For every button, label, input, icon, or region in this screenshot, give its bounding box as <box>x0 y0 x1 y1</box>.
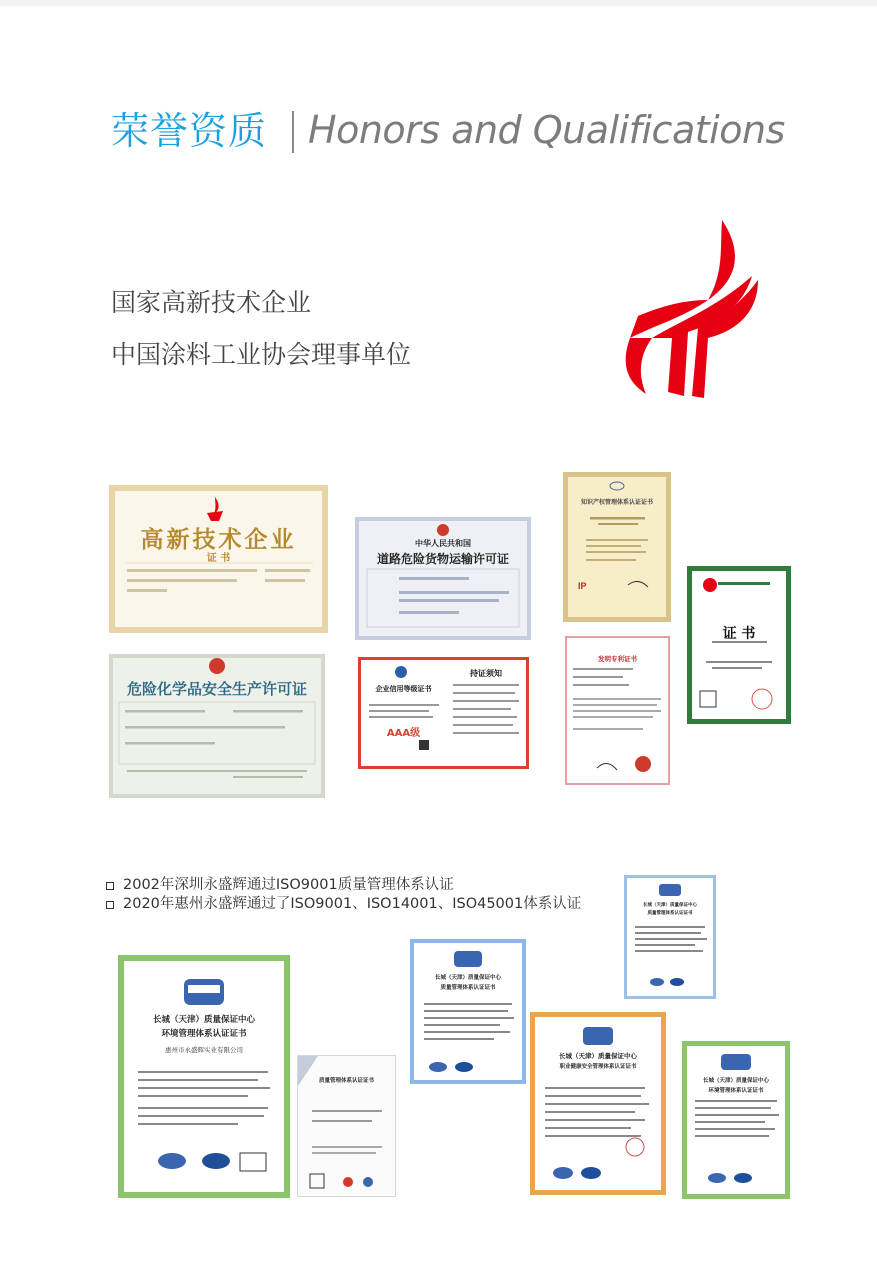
cert-environment-title: 环境管理体系认证证书 <box>161 1029 247 1039</box>
page-title-en: Honors and Qualifications <box>308 108 785 152</box>
honor-coatings-association: 中国涂料工业协会理事单位 <box>111 340 412 369</box>
title-divider <box>292 111 294 153</box>
cert-environment-2-center: 长城（天津）质量保证中心 <box>702 1078 769 1084</box>
cert-road-transport <box>355 517 531 640</box>
cert-patent-title: 发明专利证书 <box>598 655 637 663</box>
honor-high-tech: 国家高新技术企业 <box>111 288 312 317</box>
cert-credit-rating-value: AAA级 <box>386 728 421 739</box>
bullet-item <box>106 876 581 895</box>
cert-environment <box>118 955 290 1198</box>
cert-road-transport-title-small: 中华人民共和国 <box>415 539 471 548</box>
bullet-text: 2002年深圳永盛辉通过ISO9001质量管理体系认证 <box>123 877 454 893</box>
cert-credit-rating <box>358 657 529 769</box>
square-bullet-icon <box>106 901 114 909</box>
cert-quality-small <box>297 1055 396 1197</box>
cert-road-transport-title: 道路危险货物运输许可证 <box>376 552 509 566</box>
cert-ohs <box>530 1012 666 1195</box>
page-title-cn: 荣誉资质 <box>111 109 268 153</box>
cert-ip-management <box>563 472 671 622</box>
cert-safety-standard <box>687 566 791 724</box>
cert-high-tech-subtitle: 证 书 <box>206 553 231 564</box>
cert-quality-center: 长城（天津）质量保证中心 <box>434 975 501 981</box>
certification-bullets <box>106 876 581 914</box>
cert-hazchem-title: 危险化学品安全生产许可证 <box>126 680 307 698</box>
cert-high-tech <box>109 485 328 633</box>
cert-quality <box>410 939 526 1084</box>
top-strip <box>0 0 877 6</box>
square-bullet-icon <box>106 882 114 890</box>
svg-text:IP: IP <box>578 581 587 591</box>
cert-environment-2-title: 环境管理体系认证证书 <box>708 1088 764 1094</box>
cert-high-tech-title: 高新技术企业 <box>140 527 297 553</box>
cert-quality-top-title: 质量管理体系认证证书 <box>647 911 693 916</box>
cert-ohs-center: 长城（天津）质量保证中心 <box>559 1052 637 1060</box>
cert-ohs-title: 职业健康安全管理体系认证证书 <box>559 1064 637 1070</box>
cert-quality-small-title: 质量管理体系认证证书 <box>318 1078 374 1084</box>
cert-hazchem <box>109 654 325 798</box>
cert-safety-standard-title: 证 书 <box>722 626 756 642</box>
cert-environment-center: 长城（天津）质量保证中心 <box>152 1015 255 1025</box>
cert-credit-notice-title: 持证须知 <box>470 669 502 678</box>
cert-environment-2 <box>682 1041 790 1199</box>
bullet-item <box>106 895 581 914</box>
cert-quality-title: 质量管理体系认证证书 <box>440 985 496 991</box>
cert-quality-top <box>624 875 716 999</box>
bullet-text: 2020年惠州永盛辉通过了ISO9001、ISO14001、ISO45001体系认证 <box>123 896 582 912</box>
cert-patent <box>565 636 670 785</box>
cert-environment-company: 惠州市永盛辉实业有限公司 <box>165 1046 243 1054</box>
torch-logo-icon <box>612 220 760 400</box>
cert-ip-management-title: 知识产权管理体系认证证书 <box>580 499 653 506</box>
cert-quality-top-center: 长城（天津）质量保证中心 <box>643 903 697 908</box>
cert-credit-title: 企业信用等级证书 <box>375 685 432 693</box>
